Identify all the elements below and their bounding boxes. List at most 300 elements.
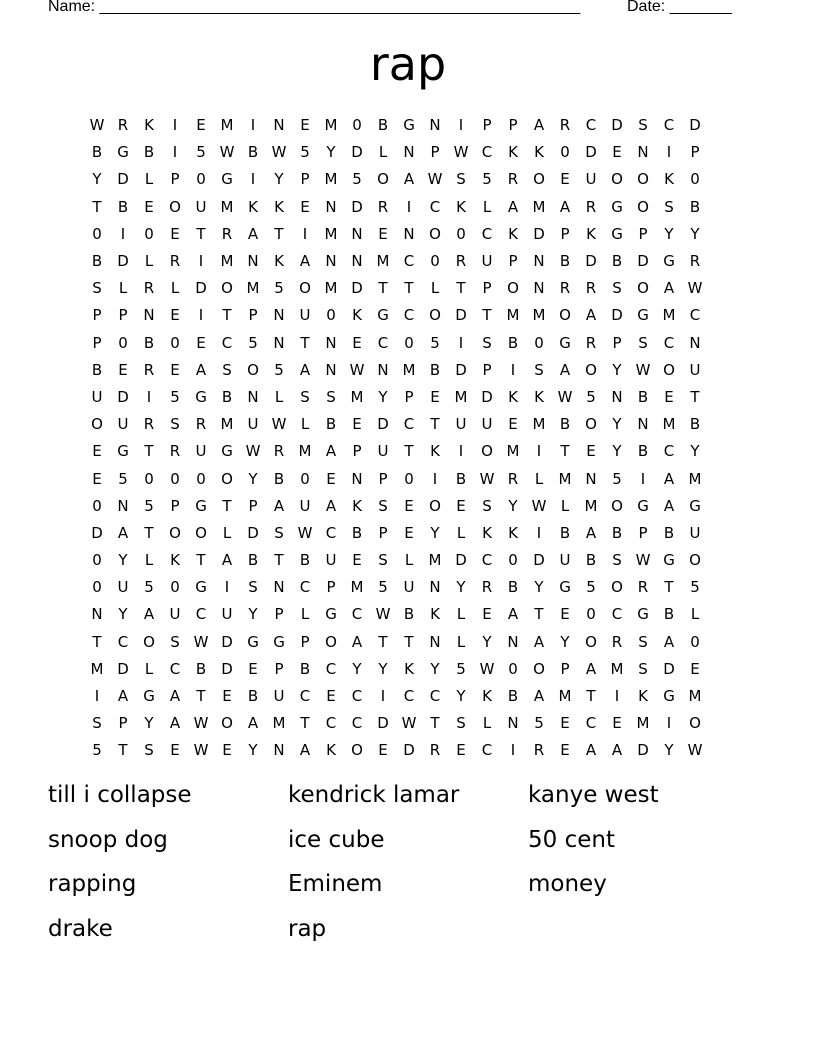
grid-letter: Y [456, 687, 466, 706]
grid-letter: I [146, 387, 152, 406]
grid-row [84, 166, 734, 193]
grid-letter: M [532, 197, 546, 216]
grid-letter: W [271, 143, 287, 162]
grid-letter: A [403, 170, 415, 189]
grid-letter: P [482, 279, 492, 298]
grid-letter: M [220, 116, 234, 135]
grid-letter: R [585, 197, 597, 216]
grid-letter: S [378, 496, 388, 515]
grid-letter: N [273, 306, 285, 325]
grid-letter: S [248, 578, 258, 597]
grid-letter: M [662, 306, 676, 325]
grid-letter: U [169, 605, 181, 624]
grid-letter: T [222, 496, 232, 515]
grid-letter: P [118, 714, 128, 733]
grid-letter: M [610, 659, 624, 678]
grid-letter: L [118, 279, 128, 298]
grid-letter: T [92, 632, 102, 651]
grid-letter: B [247, 687, 259, 706]
grid-letter: 0 [92, 551, 102, 570]
grid-letter: Y [248, 741, 258, 760]
grid-letter: A [247, 224, 259, 243]
grid-letter: B [559, 415, 571, 434]
grid-letter: 0 [560, 143, 570, 162]
grid-letter: M [558, 469, 572, 488]
grid-letter: E [326, 469, 336, 488]
grid-letter: C [429, 197, 441, 216]
grid-letter: O [533, 170, 545, 189]
grid-letter: W [193, 632, 209, 651]
grid-letter: M [688, 469, 702, 488]
grid-row [84, 465, 734, 492]
grid-letter: R [559, 279, 571, 298]
grid-letter: O [247, 360, 259, 379]
grid-letter: B [117, 197, 129, 216]
grid-letter: U [377, 442, 389, 461]
grid-letter: A [117, 523, 129, 542]
grid-letter: G [221, 442, 233, 461]
grid-letter: W [531, 496, 547, 515]
grid-letter: G [247, 632, 259, 651]
grid-letter: O [559, 306, 571, 325]
grid-letter: W [245, 442, 261, 461]
grid-letter: B [689, 415, 701, 434]
grid-letter: T [378, 632, 388, 651]
grid-letter: K [508, 224, 518, 243]
grid-letter: S [482, 496, 492, 515]
grid-letter: T [274, 551, 284, 570]
grid-letter: W [193, 741, 209, 760]
grid-row [84, 221, 734, 248]
grid-letter: D [455, 306, 467, 325]
grid-letter: T [196, 551, 206, 570]
grid-row [84, 656, 734, 683]
grid-letter: I [120, 224, 126, 243]
grid-letter: C [481, 551, 493, 570]
grid-letter: K [508, 143, 518, 162]
grid-letter: 0 [92, 578, 102, 597]
grid-letter: C [403, 252, 415, 271]
grid-letter: M [376, 252, 390, 271]
grid-letter: I [224, 578, 230, 597]
grid-letter: K [508, 523, 518, 542]
grid-letter: U [481, 252, 493, 271]
grid-row [84, 629, 734, 656]
grid-letter: L [144, 252, 154, 271]
grid-letter: 5 [456, 659, 466, 678]
grid-letter: K [144, 116, 154, 135]
grid-letter: B [247, 143, 259, 162]
grid-letter: B [195, 659, 207, 678]
grid-letter: B [143, 333, 155, 352]
grid-letter: M [506, 442, 520, 461]
grid-letter: G [273, 632, 285, 651]
grid-letter: 5 [482, 170, 492, 189]
grid-letter: C [481, 143, 493, 162]
grid-letter: R [429, 741, 441, 760]
grid-letter: C [117, 632, 129, 651]
grid-letter: A [585, 659, 597, 678]
grid-letter: O [637, 170, 649, 189]
grid-letter: A [195, 360, 207, 379]
grid-letter: R [117, 116, 129, 135]
letter-grid [84, 112, 734, 765]
grid-letter: 5 [274, 279, 284, 298]
grid-row [84, 384, 734, 411]
grid-row [84, 112, 734, 139]
grid-letter: S [92, 279, 102, 298]
grid-letter: L [378, 143, 388, 162]
grid-letter: C [663, 333, 675, 352]
grid-letter: 5 [118, 469, 128, 488]
grid-letter: O [585, 360, 597, 379]
grid-letter: E [144, 197, 154, 216]
grid-letter: G [117, 442, 129, 461]
grid-letter: M [90, 659, 104, 678]
grid-letter: G [559, 333, 571, 352]
grid-letter: 0 [144, 224, 154, 243]
grid-letter: D [481, 387, 493, 406]
grid-letter: A [507, 197, 519, 216]
grid-letter: P [274, 659, 284, 678]
grid-letter: O [169, 197, 181, 216]
grid-letter: D [533, 551, 545, 570]
grid-letter: C [663, 116, 675, 135]
grid-letter: P [378, 469, 388, 488]
grid-letter: O [325, 632, 337, 651]
grid-letter: C [481, 741, 493, 760]
grid-letter: Y [690, 442, 700, 461]
grid-letter: G [663, 252, 675, 271]
grid-letter: P [248, 306, 258, 325]
grid-letter: M [662, 415, 676, 434]
grid-letter: G [689, 496, 701, 515]
grid-letter: E [170, 306, 180, 325]
grid-letter: M [558, 687, 572, 706]
grid-letter: E [378, 224, 388, 243]
word-list-item: snoop dog [48, 826, 168, 853]
grid-letter: N [351, 469, 363, 488]
grid-letter: N [377, 360, 389, 379]
grid-letter: M [402, 360, 416, 379]
grid-letter: A [325, 496, 337, 515]
grid-letter: 5 [196, 143, 206, 162]
grid-letter: O [351, 741, 363, 760]
grid-letter: T [274, 224, 284, 243]
grid-letter: B [91, 143, 103, 162]
grid-letter: Y [274, 170, 284, 189]
grid-letter: T [664, 578, 674, 597]
grid-letter: G [637, 306, 649, 325]
grid-letter: W [557, 387, 573, 406]
grid-letter: 0 [508, 659, 518, 678]
grid-letter: L [144, 659, 154, 678]
grid-letter: Y [508, 496, 518, 515]
grid-letter: 0 [586, 605, 596, 624]
grid-letter: O [169, 523, 181, 542]
grid-letter: P [274, 605, 284, 624]
grid-letter: D [195, 279, 207, 298]
grid-letter: L [456, 605, 466, 624]
grid-letter: E [170, 224, 180, 243]
grid-letter: I [614, 687, 620, 706]
grid-letter: P [352, 442, 362, 461]
grid-letter: W [479, 469, 495, 488]
grid-letter: 0 [196, 170, 206, 189]
grid-letter: N [533, 279, 545, 298]
grid-letter: 5 [300, 143, 310, 162]
grid-letter: B [507, 578, 519, 597]
grid-row [84, 710, 734, 737]
grid-letter: K [534, 387, 544, 406]
grid-letter: I [458, 333, 464, 352]
grid-letter: G [663, 551, 675, 570]
grid-letter: R [637, 578, 649, 597]
grid-letter: Y [118, 551, 128, 570]
grid-letter: S [482, 333, 492, 352]
grid-letter: T [404, 442, 414, 461]
grid-letter: O [637, 279, 649, 298]
grid-letter: W [297, 523, 313, 542]
grid-letter: S [534, 360, 544, 379]
grid-letter: G [195, 496, 207, 515]
grid-letter: E [222, 687, 232, 706]
grid-letter: E [612, 714, 622, 733]
grid-letter: C [585, 714, 597, 733]
grid-letter: R [169, 442, 181, 461]
grid-letter: W [479, 659, 495, 678]
grid-letter: M [324, 224, 338, 243]
grid-letter: N [429, 116, 441, 135]
grid-letter: C [481, 224, 493, 243]
grid-letter: D [377, 714, 389, 733]
grid-letter: S [170, 632, 180, 651]
grid-letter: O [221, 469, 233, 488]
grid-letter: B [91, 360, 103, 379]
grid-letter: T [404, 279, 414, 298]
grid-letter: S [612, 279, 622, 298]
grid-letter: 0 [196, 469, 206, 488]
grid-letter: A [663, 279, 675, 298]
grid-letter: D [585, 252, 597, 271]
grid-letter: I [510, 741, 516, 760]
grid-letter: A [273, 496, 285, 515]
grid-row [84, 248, 734, 275]
grid-letter: U [325, 551, 337, 570]
grid-letter: A [585, 306, 597, 325]
grid-letter: B [611, 252, 623, 271]
grid-letter: K [352, 306, 362, 325]
grid-letter: A [533, 632, 545, 651]
grid-letter: C [351, 687, 363, 706]
grid-letter: B [637, 442, 649, 461]
page-title: rap [369, 37, 447, 91]
grid-letter: K [170, 551, 180, 570]
grid-letter: W [193, 714, 209, 733]
grid-letter: M [220, 197, 234, 216]
grid-letter: L [560, 496, 570, 515]
grid-letter: A [325, 442, 337, 461]
grid-letter: R [221, 224, 233, 243]
grid-letter: U [247, 415, 259, 434]
grid-letter: R [169, 252, 181, 271]
grid-letter: I [666, 143, 672, 162]
grid-letter: W [453, 143, 469, 162]
grid-letter: 5 [586, 578, 596, 597]
grid-letter: E [352, 333, 362, 352]
grid-letter: W [375, 605, 391, 624]
grid-letter: D [637, 252, 649, 271]
grid-letter: O [221, 279, 233, 298]
grid-letter: C [169, 659, 181, 678]
grid-letter: L [144, 170, 154, 189]
grid-letter: C [611, 605, 623, 624]
grid-letter: B [507, 333, 519, 352]
grid-letter: D [611, 116, 623, 135]
grid-letter: U [195, 442, 207, 461]
grid-letter: I [458, 442, 464, 461]
grid-letter: N [325, 333, 337, 352]
grid-letter: E [690, 659, 700, 678]
grid-letter: S [638, 632, 648, 651]
grid-letter: L [482, 197, 492, 216]
grid-letter: A [507, 605, 519, 624]
grid-letter: B [507, 687, 519, 706]
grid-row [84, 683, 734, 710]
grid-letter: O [429, 306, 441, 325]
grid-letter: S [456, 714, 466, 733]
grid-letter: P [638, 224, 648, 243]
grid-letter: S [638, 333, 648, 352]
grid-letter: L [690, 605, 700, 624]
grid-letter: D [117, 387, 129, 406]
grid-letter: G [637, 496, 649, 515]
word-list-item: rap [288, 915, 327, 942]
grid-letter: A [559, 197, 571, 216]
grid-letter: I [640, 469, 646, 488]
grid-letter: W [427, 170, 443, 189]
grid-letter: M [584, 496, 598, 515]
grid-letter: P [92, 333, 102, 352]
grid-letter: U [273, 687, 285, 706]
grid-row [84, 574, 734, 601]
grid-letter: N [429, 578, 441, 597]
grid-letter: S [222, 360, 232, 379]
grid-letter: I [250, 116, 256, 135]
grid-letter: 5 [144, 496, 154, 515]
grid-letter: A [247, 714, 259, 733]
grid-letter: W [401, 714, 417, 733]
grid-letter: R [143, 360, 155, 379]
grid-letter: 0 [92, 224, 102, 243]
grid-letter: P [638, 523, 648, 542]
grid-letter: O [195, 523, 207, 542]
grid-letter: P [118, 306, 128, 325]
grid-letter: C [429, 687, 441, 706]
grid-letter: T [560, 442, 570, 461]
grid-letter: I [406, 197, 412, 216]
word-list-item: kendrick lamar [288, 782, 460, 808]
grid-letter: A [299, 360, 311, 379]
grid-letter: K [664, 170, 674, 189]
grid-letter: Y [612, 415, 622, 434]
grid-row [84, 493, 734, 520]
grid-letter: G [143, 687, 155, 706]
grid-letter: D [455, 360, 467, 379]
grid-letter: C [403, 415, 415, 434]
grid-letter: B [377, 116, 389, 135]
grid-letter: A [585, 741, 597, 760]
grid-letter: E [300, 116, 310, 135]
grid-letter: 0 [170, 578, 180, 597]
grid-letter: E [170, 360, 180, 379]
word-list-item: Eminem [288, 871, 383, 897]
grid-letter: I [380, 687, 386, 706]
grid-row [84, 438, 734, 465]
grid-letter: Y [430, 523, 440, 542]
grid-letter: E [560, 741, 570, 760]
grid-letter: N [507, 714, 519, 733]
grid-letter: C [689, 306, 701, 325]
grid-letter: D [533, 224, 545, 243]
grid-letter: B [91, 252, 103, 271]
grid-letter: E [196, 116, 206, 135]
grid-letter: B [611, 523, 623, 542]
grid-letter: C [325, 523, 337, 542]
grid-letter: R [195, 415, 207, 434]
grid-letter: D [351, 279, 363, 298]
grid-letter: Y [378, 659, 388, 678]
grid-letter: 5 [430, 333, 440, 352]
grid-letter: L [456, 523, 466, 542]
grid-letter: G [195, 578, 207, 597]
grid-letter: C [403, 687, 415, 706]
grid-letter: G [611, 197, 623, 216]
grid-letter: D [663, 659, 675, 678]
header [0, 0, 816, 20]
grid-letter: E [118, 360, 128, 379]
grid-letter: T [430, 714, 440, 733]
grid-letter: P [508, 252, 518, 271]
grid-letter: Y [482, 632, 492, 651]
grid-letter: N [247, 252, 259, 271]
grid-letter: A [533, 116, 545, 135]
grid-letter: K [508, 387, 518, 406]
grid-letter: Y [456, 578, 466, 597]
grid-letter: 5 [352, 170, 362, 189]
grid-letter: K [274, 197, 284, 216]
grid-letter: K [326, 741, 336, 760]
grid-letter: B [559, 252, 571, 271]
grid-letter: E [586, 442, 596, 461]
grid-letter: E [456, 496, 466, 515]
grid-letter: M [324, 170, 338, 189]
grid-letter: M [324, 279, 338, 298]
grid-letter: E [482, 605, 492, 624]
grid-letter: U [195, 197, 207, 216]
word-list-item: drake [48, 915, 113, 942]
grid-letter: P [612, 333, 622, 352]
grid-letter: U [689, 360, 701, 379]
grid-letter: E [560, 170, 570, 189]
grid-letter: O [221, 714, 233, 733]
grid-letter: M [532, 415, 546, 434]
grid-letter: 0 [508, 551, 518, 570]
grid-letter: O [507, 279, 519, 298]
grid-letter: S [664, 197, 674, 216]
grid-letter: 0 [326, 306, 336, 325]
grid-letter: E [352, 551, 362, 570]
